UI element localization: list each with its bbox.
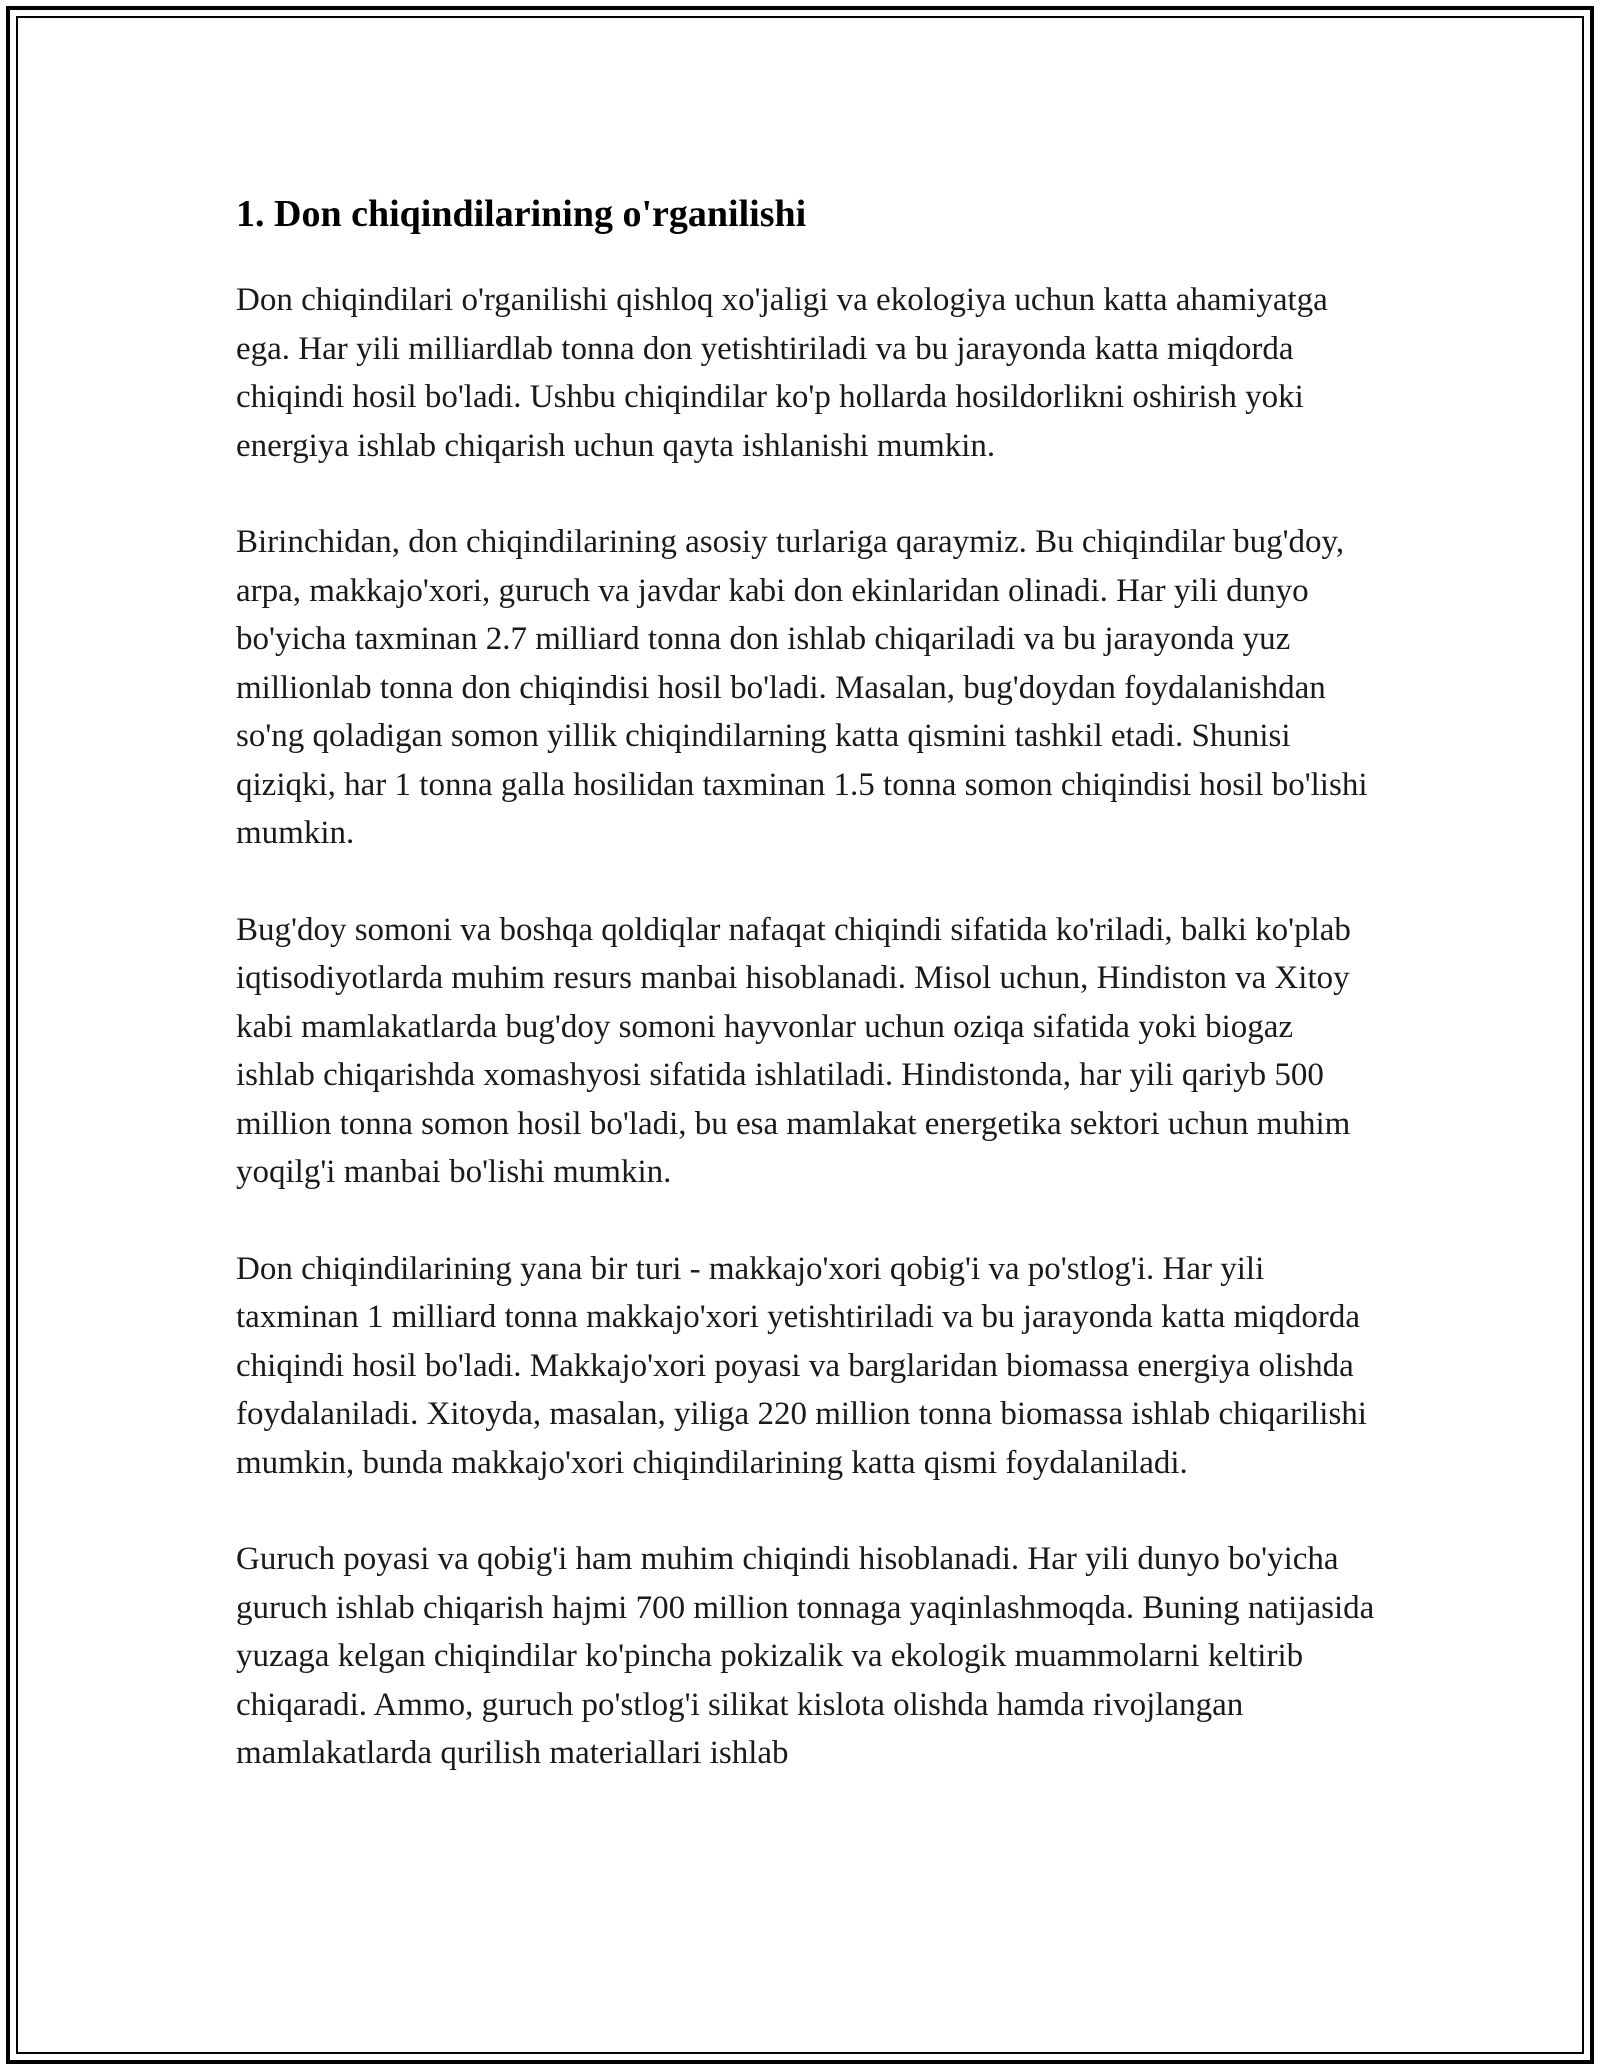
paragraph: Don chiqindilarining yana bir turi - makkajo'xori qobig'i va po'stlog'i. Har yili taxminan 1 milliard tonna makkajo'xori yetishtiriladi va bu jarayonda katta miqdorda chiqindi hosil bo'ladi. Makkajo'xori poyasi va barglaridan biomassa energiya olishda foydalaniladi. Xitoyda, masalan, yiliga 220 million tonna biomassa ishlab chiqarilishi mumkin, bunda makkajo'xori chiqindilarining katta qismi foydalaniladi.	[236, 1250, 1367, 1481]
document-body	[236, 186, 1376, 1778]
paragraph: Birinchidan, don chiqindilarining asosiy turlariga qaraymiz. Bu chiqindilar bug'doy, arpa, makkajo'xori, guruch va javdar kabi don ekinlaridan olinadi. Har yili dunyo bo'yicha taxminan 2.7 milliard tonna don ishlab chiqariladi va bu jarayonda yuz millionlab tonna don chiqindisi hosil bo'ladi. Masalan, bug'doydan foydalanishdan so'ng qoladigan somon yillik chiqindilarning katta qismini tashkil etadi. Shunisi qiziqki, har 1 tonna galla hosilidan taxminan 1.5 tonna somon chiqindisi hosil bo'lishi mumkin.	[236, 524, 1368, 851]
section-title: 1. Don chiqindilarining o'rganilishi	[236, 193, 807, 235]
paragraph: Don chiqindilari o'rganilishi qishloq xo'jaligi va ekologiya uchun katta ahamiyatga ega. Har yili milliardlab tonna don yetishtiriladi va bu jarayonda katta miqdorda chiqindi hosil bo'ladi. Ushbu chiqindilar ko'p hollarda hosildorlikni oshirish yoki energiya ishlab chiqarish uchun qayta ishlanishi mumkin.	[236, 282, 1328, 464]
paragraph: Bug'doy somoni va boshqa qoldiqlar nafaqat chiqindi sifatida ko'riladi, balki ko'plab iqtisodiyotlarda muhim resurs manbai hisoblanadi. Misol uchun, Hindiston va Xitoy kabi mamlakatlarda bug'doy somoni hayvonlar uchun oziqa sifatida yoki biogaz ishlab chiqarishda xomashyosi sifatida ishlatiladi. Hindistonda, har yili qariyb 500 million tonna somon hosil bo'ladi, bu esa mamlakat energetika sektori uchun muhim yoqilg'i manbai bo'lishi mumkin.	[236, 911, 1351, 1190]
paragraph: Guruch poyasi va qobig'i ham muhim chiqindi hisoblanadi. Har yili dunyo bo'yicha guruch ishlab chiqarish hajmi 700 million tonnaga yaqinlashmoqda. Buning natijasida yuzaga kelgan chiqindilar ko'pincha pokizalik va ekologik muammolarni keltirib chiqaradi. Ammo, guruch po'stlog'i silikat kislota olishda hamda rivojlangan mamlakatlarda qurilish materiallari ishlab	[236, 1541, 1375, 1771]
